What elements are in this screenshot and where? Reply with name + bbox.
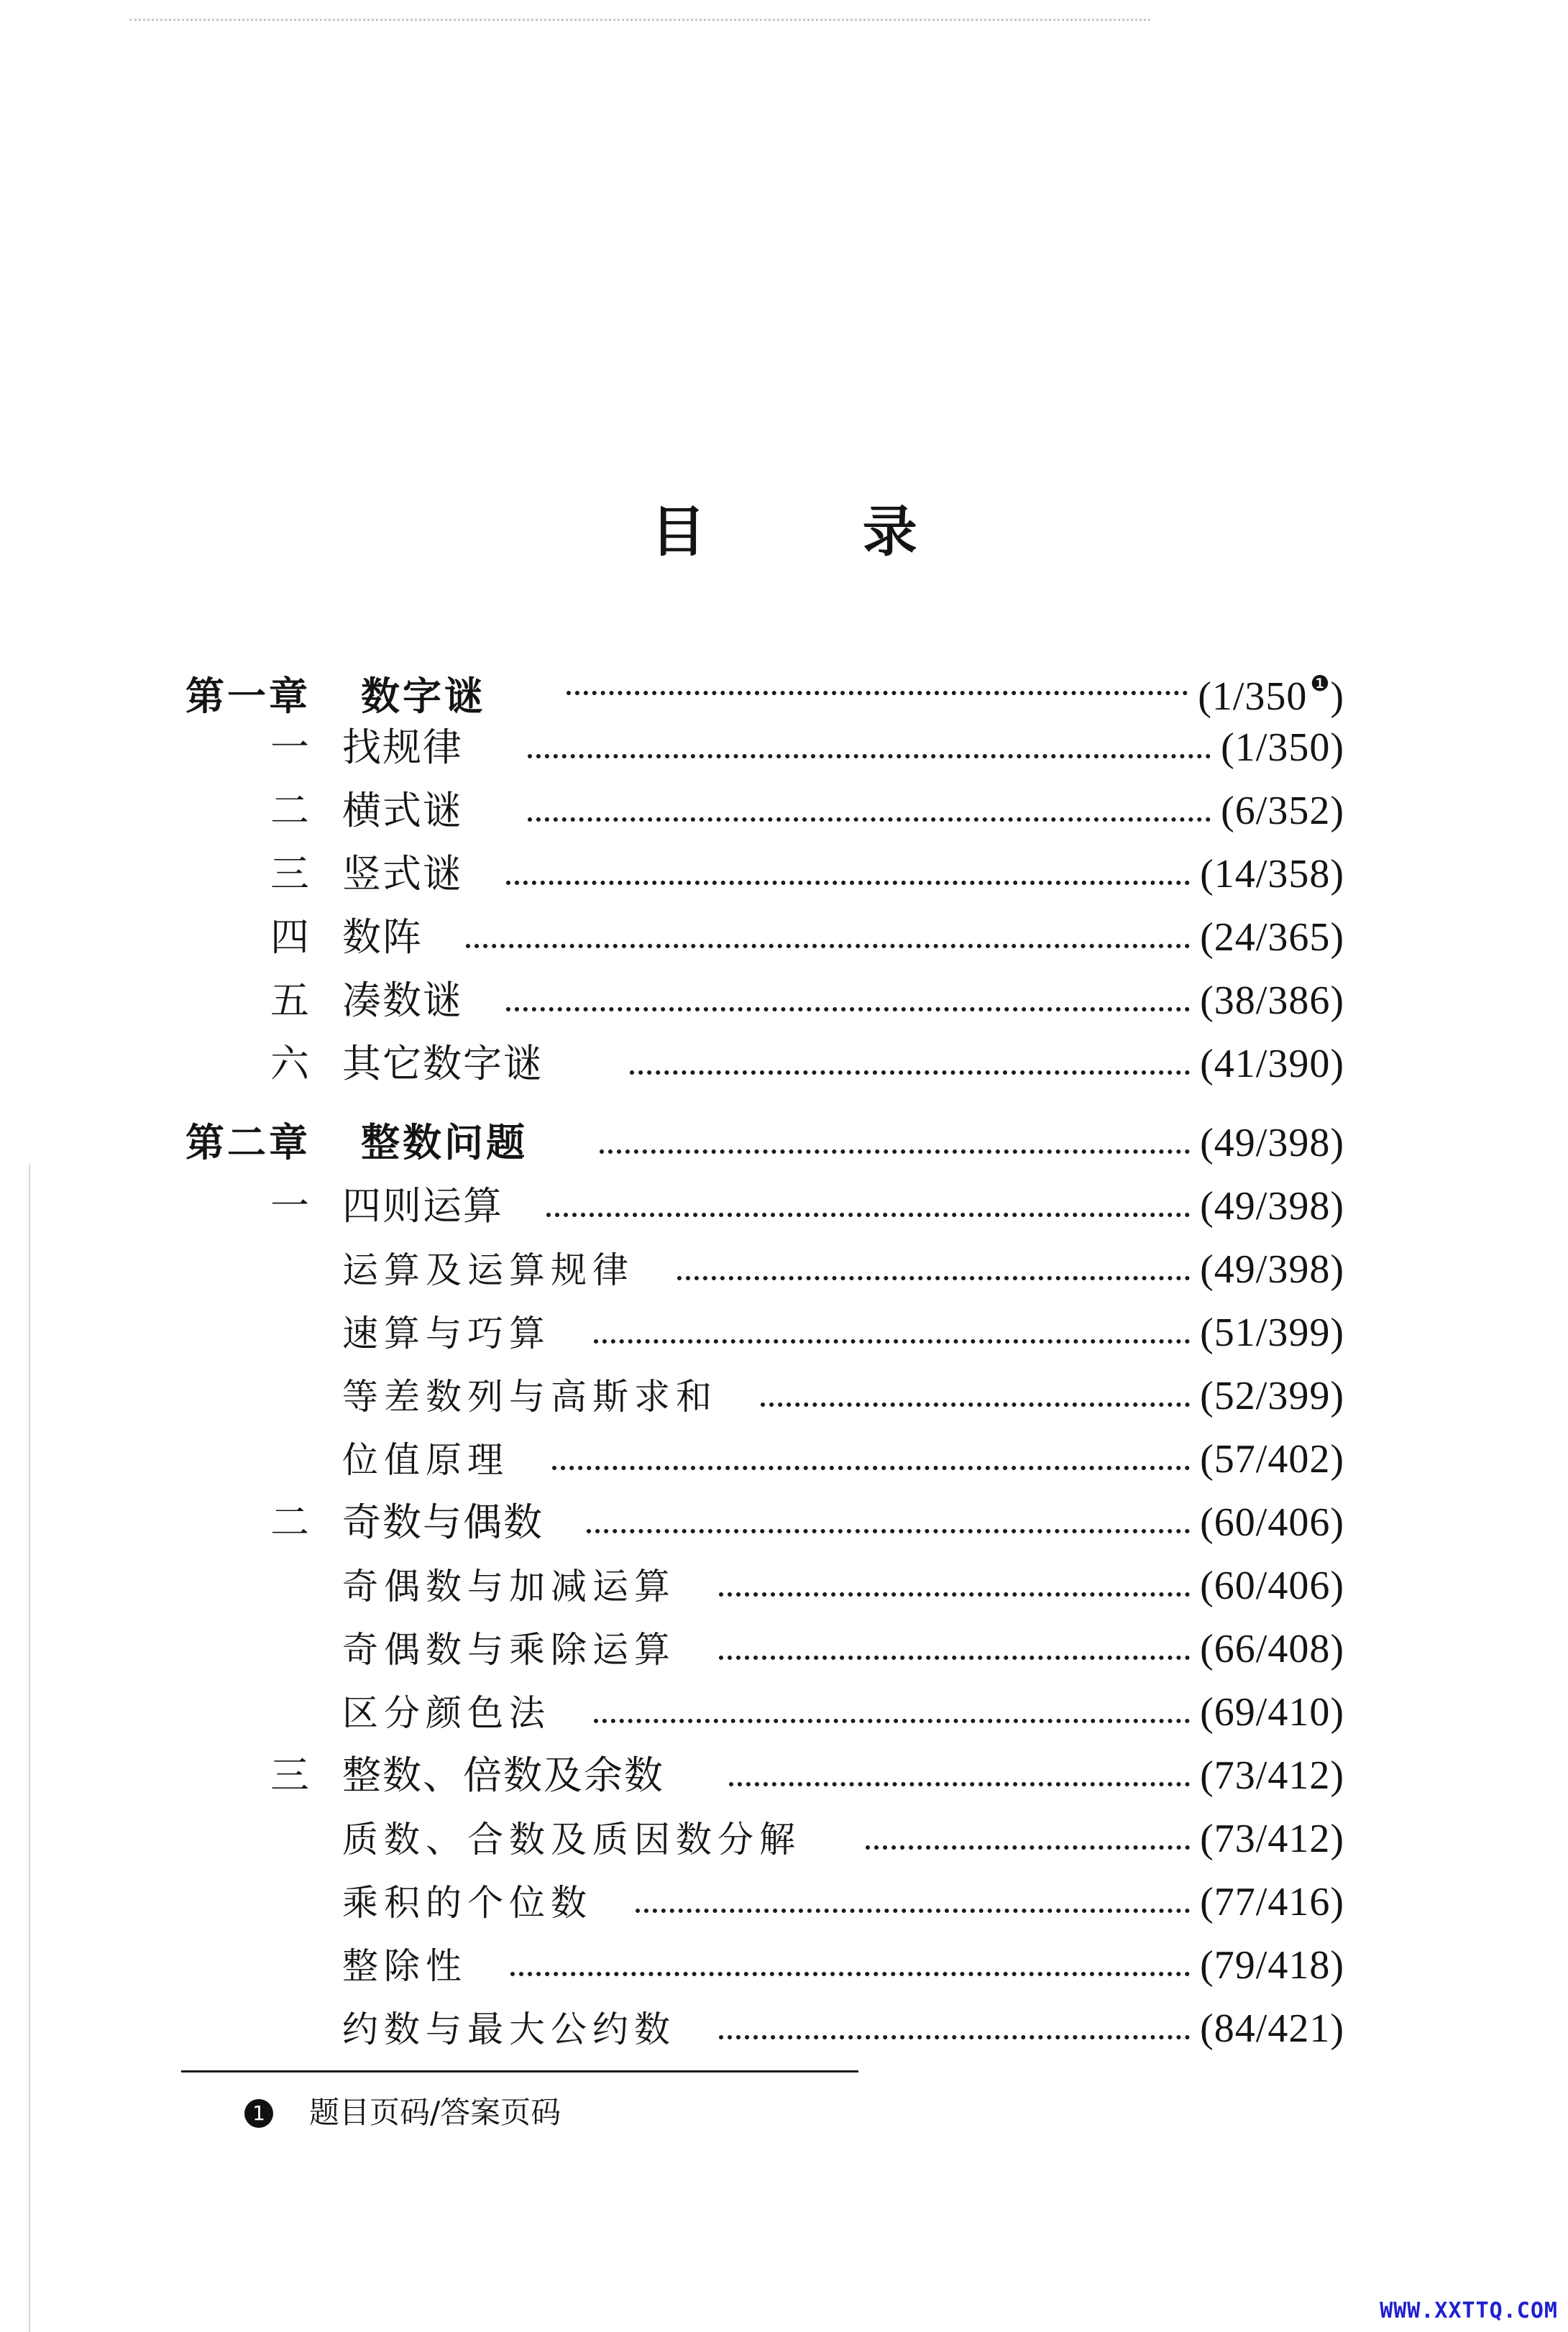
subitem-title: 奇偶数与加减运算	[342, 1566, 676, 1607]
item-number: 六	[270, 1041, 309, 1086]
chapter-heading	[185, 1114, 528, 1172]
page-ref: (38/386)	[1200, 978, 1344, 1023]
subitem-title: 整除性	[342, 1945, 467, 1987]
subitem-title: 奇偶数与乘除运算	[342, 1629, 676, 1671]
subitem-title: 运算及运算规律	[342, 1249, 634, 1291]
item-number: 三	[270, 851, 309, 896]
toc-subitem[interactable]	[342, 2000, 1344, 2057]
leader-dots	[528, 817, 1211, 822]
page-ref: (57/402)	[1200, 1437, 1344, 1482]
leader-dots	[594, 1719, 1190, 1723]
page-ref-close: )	[1330, 674, 1344, 719]
footnote-number-icon: 1	[244, 2099, 273, 2128]
leader-dots	[546, 1213, 1190, 1217]
page-ref: (79/418)	[1200, 1943, 1344, 1988]
leader-dots	[528, 754, 1211, 758]
toc-subitem[interactable]	[342, 1873, 1344, 1931]
leader-dots	[587, 1529, 1190, 1533]
toc-subitem[interactable]	[342, 1557, 1344, 1615]
page-ref: (84/421)	[1200, 2006, 1344, 2051]
toc-section[interactable]	[270, 1494, 1344, 1551]
leader-dots	[636, 1909, 1190, 1913]
page-ref: (60/406)	[1200, 1500, 1344, 1545]
leader-dots	[677, 1276, 1190, 1280]
page-ref: (49/398)	[1200, 1121, 1344, 1165]
footnote-divider	[181, 2070, 858, 2072]
leader-dots	[506, 1007, 1190, 1011]
page-ref: (77/416)	[1200, 1880, 1344, 1924]
item-title: 奇数与偶数	[342, 1500, 544, 1545]
toc-subitem[interactable]	[342, 1367, 1344, 1425]
item-title: 数阵	[342, 914, 423, 960]
toc-chapter-1[interactable]	[185, 656, 1344, 719]
page-ref: (60/406)	[1200, 1564, 1344, 1608]
page-ref: (24/365)	[1200, 915, 1344, 960]
leader-dots	[719, 1656, 1190, 1660]
item-number: 五	[270, 978, 309, 1023]
leader-dots	[552, 1466, 1190, 1470]
leader-dots	[510, 1972, 1190, 1976]
footnote	[244, 2088, 561, 2138]
page-title: 目 录	[651, 500, 986, 564]
subitem-title: 等差数列与高斯求和	[342, 1376, 717, 1418]
page-ref: (49/398)	[1200, 1247, 1344, 1292]
toc-subitem[interactable]	[342, 1937, 1344, 1994]
item-number: 四	[270, 914, 309, 960]
item-title: 找规律	[342, 725, 463, 770]
toc-item[interactable]	[270, 719, 1344, 776]
toc-subitem[interactable]	[342, 1304, 1344, 1362]
scan-artifact-top	[129, 19, 1150, 21]
page-ref: (51/399)	[1200, 1310, 1344, 1355]
page-ref: (73/412)	[1200, 1817, 1344, 1861]
item-title: 横式谜	[342, 788, 463, 833]
page-ref: (66/408)	[1200, 1627, 1344, 1671]
page-ref	[1198, 656, 1344, 725]
leader-dots	[466, 944, 1190, 948]
toc-section[interactable]	[270, 1747, 1344, 1804]
toc-item[interactable]	[270, 845, 1344, 903]
footnote-mark-icon: ❶	[1310, 672, 1331, 696]
leader-dots	[567, 691, 1188, 695]
subitem-title: 约数与最大公约数	[342, 2009, 676, 2050]
toc-item[interactable]	[270, 972, 1344, 1029]
subitem-title: 区分颜色法	[342, 1692, 551, 1734]
item-number: 二	[270, 1500, 309, 1545]
page-ref: (1/350)	[1221, 725, 1344, 770]
toc-subitem[interactable]	[342, 1431, 1344, 1488]
subitem-title: 质数、合数及质因数分解	[342, 1819, 801, 1860]
item-title: 竖式谜	[342, 851, 463, 896]
toc-subitem[interactable]	[342, 1810, 1344, 1868]
leader-dots	[866, 1845, 1190, 1850]
page-ref: (6/352)	[1221, 789, 1344, 833]
toc-item[interactable]	[270, 1035, 1344, 1093]
scan-artifact-left	[29, 1165, 30, 2332]
leader-dots	[719, 1592, 1190, 1597]
footnote-text: 题目页码/答案页码	[309, 2095, 561, 2130]
chapter-number: 第二章	[185, 1120, 311, 1165]
toc-item[interactable]	[270, 909, 1344, 966]
site-watermark: WWW.XXTTQ.COM	[1380, 2298, 1558, 2323]
toc-section[interactable]	[270, 1178, 1344, 1235]
toc-chapter-2[interactable]	[185, 1114, 1344, 1172]
subitem-title: 乘积的个位数	[342, 1882, 592, 1924]
item-title: 凑数谜	[342, 978, 463, 1023]
item-number: 一	[270, 725, 309, 770]
leader-dots	[594, 1339, 1190, 1344]
leader-dots	[630, 1070, 1190, 1075]
chapter-heading	[185, 668, 486, 725]
chapter-title: 数字谜	[361, 674, 486, 719]
page-ref: (52/399)	[1200, 1374, 1344, 1418]
item-title: 其它数字谜	[342, 1041, 544, 1086]
chapter-number: 第一章	[185, 674, 311, 719]
page-ref: (49/398)	[1200, 1184, 1344, 1229]
item-title: 整数、倍数及余数	[342, 1753, 664, 1798]
item-number: 一	[270, 1183, 309, 1229]
item-number: 二	[270, 788, 309, 833]
page-ref: (14/358)	[1200, 852, 1344, 896]
toc-subitem[interactable]	[342, 1684, 1344, 1741]
leader-dots	[729, 1782, 1190, 1786]
toc-subitem[interactable]	[342, 1620, 1344, 1678]
subitem-title: 速算与巧算	[342, 1313, 551, 1354]
subitem-title: 位值原理	[342, 1439, 509, 1481]
leader-dots	[600, 1149, 1190, 1154]
toc-subitem[interactable]	[342, 1241, 1344, 1298]
leader-dots	[506, 881, 1190, 885]
leader-dots	[761, 1403, 1190, 1407]
leader-dots	[719, 2035, 1190, 2039]
page-ref: (73/412)	[1200, 1753, 1344, 1798]
chapter-title: 整数问题	[361, 1120, 528, 1165]
page-ref-text: (1/350	[1198, 674, 1308, 719]
item-number: 三	[270, 1753, 309, 1798]
page-ref: (41/390)	[1200, 1042, 1344, 1086]
toc-item[interactable]	[270, 782, 1344, 840]
item-title: 四则运算	[342, 1183, 503, 1229]
page-ref: (69/410)	[1200, 1690, 1344, 1735]
